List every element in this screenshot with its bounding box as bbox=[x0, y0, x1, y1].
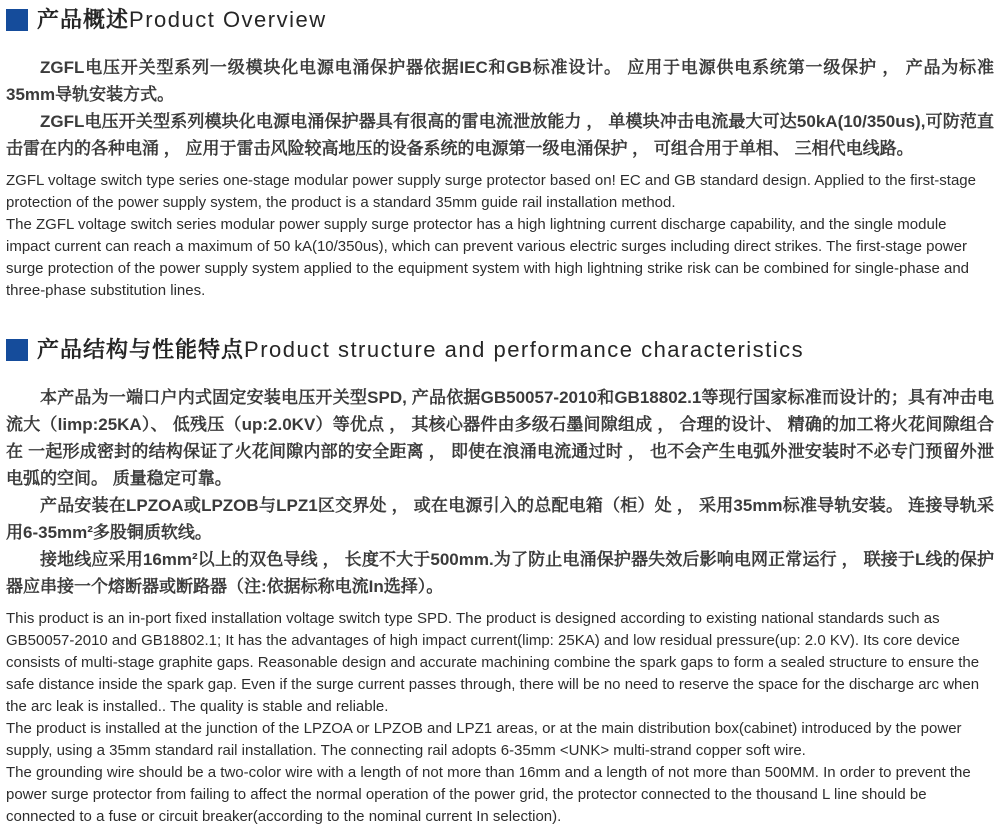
paragraph-en: The product is installed at the junction of the LPZOA or LPZOB and LPZ1 areas, or at the main distribution box(cabinet) introduced by the power supply, using a 35mm standard rail installation. The connecting rail adopts 6-35mm <UNK> multi-strand copper soft wire. bbox=[6, 720, 962, 759]
chinese-text-block bbox=[6, 384, 994, 600]
paragraph-en: ZGFL voltage switch type series one-stage modular power supply surge protector based on! EC and GB standard design. Applied to the first-stage protection of the power supply system, the product is a standard 35mm guide rail installation method. bbox=[6, 172, 976, 211]
heading-english: Product structure and performance characteristics bbox=[244, 337, 805, 362]
section-heading-product-overview bbox=[6, 8, 994, 32]
section-product-overview bbox=[6, 8, 994, 302]
blue-square-bullet-icon bbox=[6, 9, 28, 31]
paragraph-cn: 接地线应采用16mm²以上的双色导线 ， 长度不大于500mm.为了防止电涌保护器失效后影响电网正常运行 ， 联接于L线的保护器应串接一个熔断器或断路器（注:依据标称电流In选择）。 bbox=[6, 550, 994, 596]
paragraph-cn: 本产品为一端口户内式固定安装电压开关型SPD, 产品依据GB50057-2010和GB18802.1等现行国家标准而设计的；具有冲击电流大（limp:25KA）、 低残压（up:2.0KV）等优点 ， 其核心器件由多级石墨间隙组成 ， 合理的设计、 精确的加工将火花间隙组合在 一起形成密封的结构保证了火花间隙内部的安全距离 ， 即使在浪涌电流通过时 ， 也不会产生电弧外泄安装时不必专门预留外泄电弧的空间。 质量稳定可靠。 bbox=[6, 388, 994, 488]
heading-chinese: 产品概述 bbox=[37, 7, 130, 32]
paragraph-cn: ZGFL电压开关型系列模块化电源电涌保护器具有很高的雷电流泄放能力 ， 单模块冲击电流最大可达50kA(10/350us),可防范直击雷在内的各种电涌 ， 应用于雷击风险较高地压的设备系统的电源第一级电涌保护 ， 可组合用于单相、 三相代电线路。 bbox=[6, 112, 994, 158]
paragraph-en: The grounding wire should be a two-color wire with a length of not more than 16mm and a length of not more than 500MM. In order to prevent the power surge protector from failing to affect the normal operation of the power grid, the protector connected to the thousand L line should be connected to a fuse or circuit breaker(according to the nominal current In selection). bbox=[6, 764, 971, 825]
section-product-structure bbox=[6, 338, 994, 828]
heading-english: Product Overview bbox=[129, 7, 327, 32]
paragraph-en: The ZGFL voltage switch series modular power supply surge protector has a high lightning current discharge capability, and the single module impact current can reach a maximum of 50 kA(10/350us), which can prevent various electric surges including direct strikes. The first-stage power surge protection of the power supply system applied to the equipment system with high lightning strike risk can be combined for single-phase and three-phase substitution lines. bbox=[6, 216, 970, 299]
paragraph-en: This product is an in-port fixed installation voltage switch type SPD. The product is designed according to existing national standards such as GB50057-2010 and GB18802.1; It has the advantages of high impact current(limp: 25KA) and low residual pressure(up: 2.0 KV). Its core device consists of multi-stage graphite gaps. Reasonable design and accurate machining combine the spark gaps to form a sealed structure to ensure the safe distance inside the spark gap. Even if the surge current passes through, there will be no need to reserve the space for the discharge arc when the arc leak is installed.. The quality is stable and reliable. bbox=[6, 610, 980, 715]
heading-chinese: 产品结构与性能特点 bbox=[37, 337, 245, 362]
paragraph-cn: ZGFL电压开关型系列一级模块化电源电涌保护器依据IEC和GB标准设计。 应用于电源供电系统第一级保护 ， 产品为标准35mm导轨安装方式。 bbox=[6, 58, 994, 104]
paragraph-cn: 产品安装在LPZOA或LPZOB与LPZ1区交界处 ， 或在电源引入的总配电箱（柜）处 ， 采用35mm标准导轨安装。 连接导轨采用6-35mm²多股铜质软线。 bbox=[6, 496, 994, 542]
chinese-text-block bbox=[6, 54, 994, 162]
english-text-block bbox=[6, 608, 994, 828]
english-text-block bbox=[6, 170, 994, 302]
section-heading-product-structure bbox=[6, 338, 994, 362]
blue-square-bullet-icon bbox=[6, 339, 28, 361]
